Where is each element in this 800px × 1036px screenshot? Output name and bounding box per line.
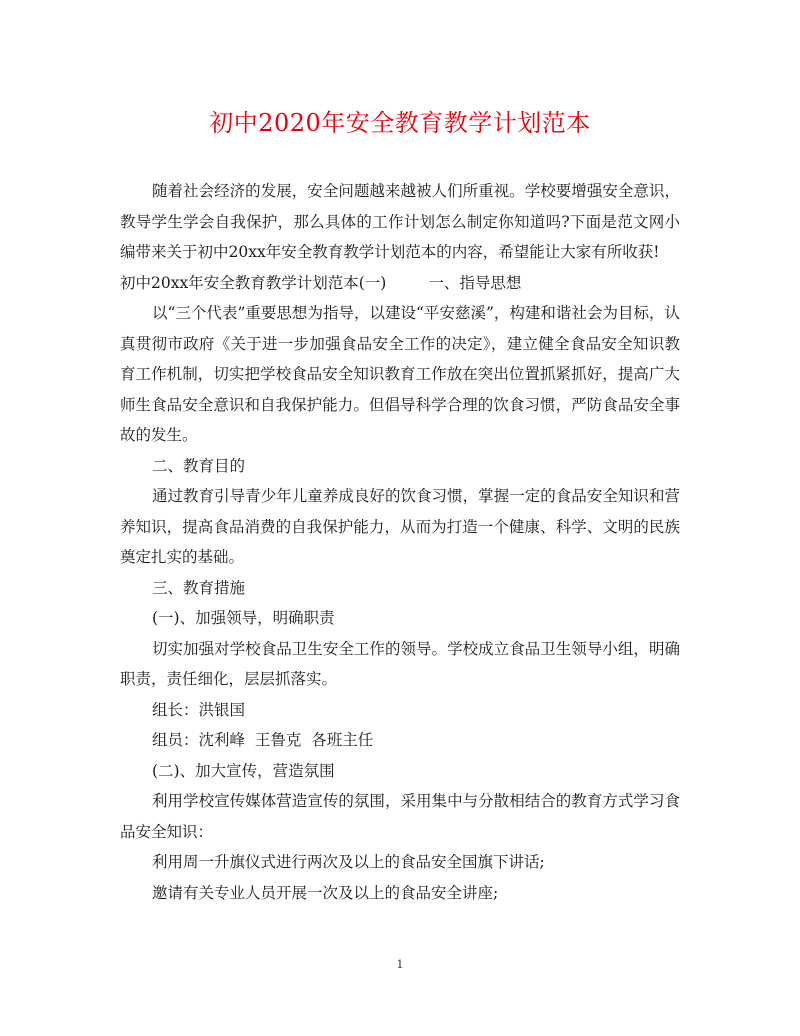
members-line: 组员：沈利峰 王鲁克 各班主任: [152, 731, 374, 749]
section-heading-line: [120, 268, 680, 299]
section-title: 初中20xx年安全教育教学计划范本(一): [120, 273, 387, 292]
guiding-paragraph: 以“三个代表”重要思想为指导，以建设“平安慈溪”，构建和谐社会为目标，认真贯彻市政府《关于进一步加强食品安全工作的决定》，建立健全食品安全知识教育工作机制，切实把学校食品安全知识教育工作放在突出位置抓紧抓好，提高广大师生食品安全意识和自我保护能力。但倡导科学合理的饮食习惯，严防食品安全事故的发生。: [120, 304, 680, 444]
leadership-heading: (一)、加强领导，明确职责: [152, 609, 335, 627]
publicity-paragraph: 利用学校宣传媒体营造宣传的氛围，采用集中与分散相结合的教育方式学习食品安全知识：: [120, 792, 680, 841]
purpose-paragraph: 通过教育引导青少年儿童养成良好的饮食习惯，掌握一定的食品安全知识和营养知识，提高食品消费的自我保护能力，从而为打造一个健康、科学、文明的民族奠定扎实的基础。: [120, 487, 680, 566]
flag-ceremony-line: 利用周一升旗仪式进行两次及以上的食品安全国旗下讲话;: [152, 853, 545, 871]
intro-paragraph: 随着社会经济的发展，安全问题越来越被人们所重视。学校要增强安全意识，教导学生学会自我保护，那么具体的工作计划怎么制定你知道吗?下面是范文网小编带来关于初中20xx年安全教育教学计划范本的内容，希望能让大家有所收获!: [120, 182, 680, 261]
leadership-paragraph: 切实加强对学校食品卫生安全工作的领导。学校成立食品卫生领导小组，明确职责，责任细化，层层抓落实。: [120, 639, 680, 688]
purpose-heading: 二、教育目的: [152, 456, 246, 475]
lecture-line: 邀请有关专业人员开展一次及以上的食品安全讲座;: [152, 883, 499, 902]
page-number: 1: [396, 958, 404, 971]
leader-line: 组长：洪银国: [152, 700, 246, 719]
measures-heading: 三、教育措施: [152, 578, 246, 597]
publicity-heading: (二)、加大宣传，营造氛围: [152, 761, 335, 780]
document-title: 初中2020年安全教育教学计划范本: [209, 109, 591, 137]
document-body: [120, 176, 680, 908]
section-subheading: 一、指导思想: [428, 273, 522, 292]
